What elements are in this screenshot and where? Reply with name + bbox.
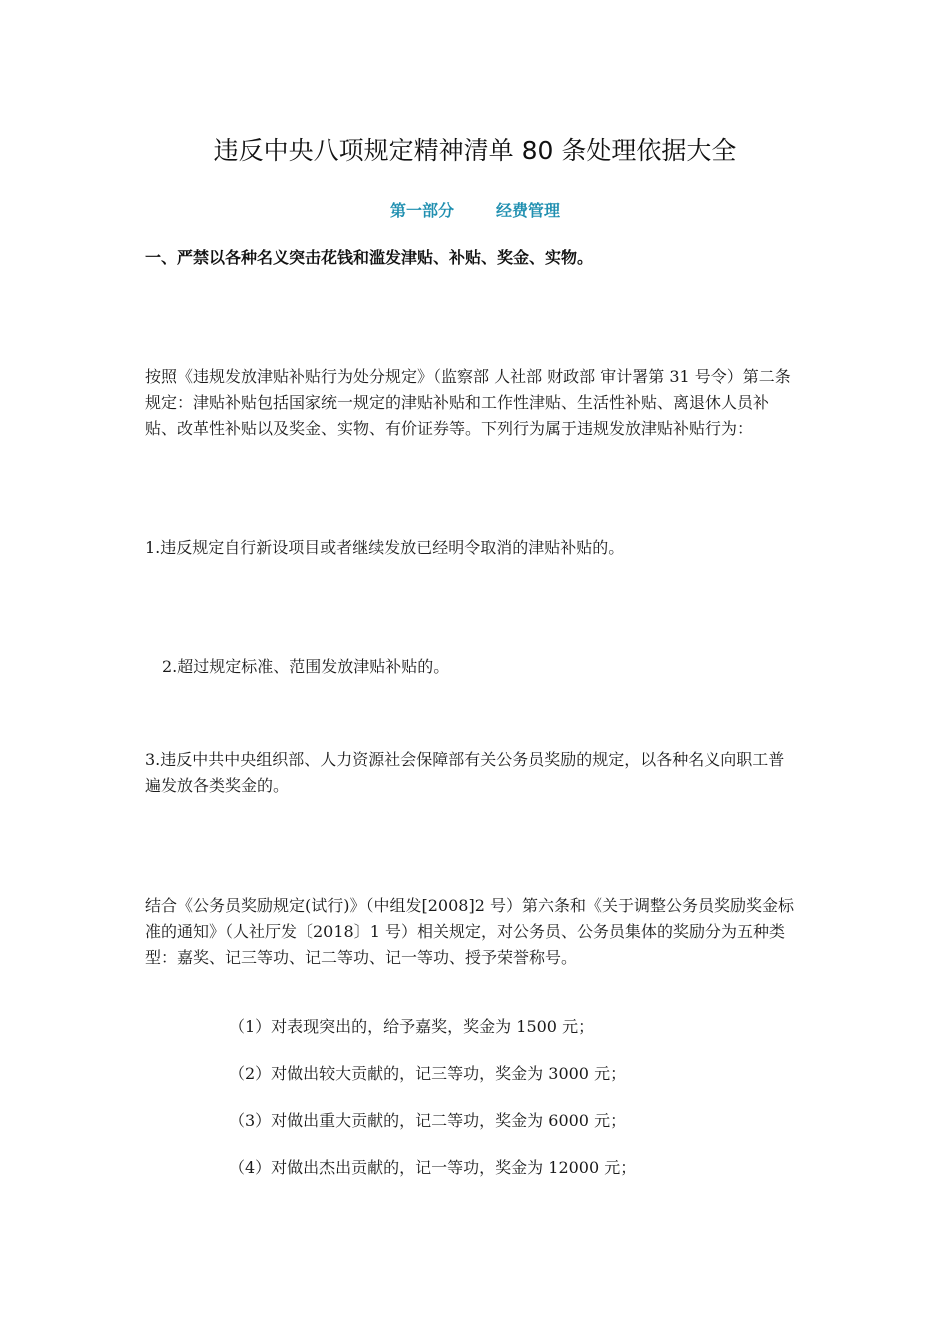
award-item: （1）对表现突出的，给予嘉奖，奖金为 1500 元；: [229, 1017, 595, 1036]
section-heading: [0, 198, 950, 224]
section-name: 经费管理: [496, 201, 561, 220]
subheading-one: 一、严禁以各种名义突击花钱和滥发津贴、补贴、奖金、实物。: [145, 248, 594, 267]
paragraph-award-types: 结合《公务员奖励规定(试行)》（中组发[2008]2 号）第六条和《关于调整公务员奖励奖金标准的通知》（人社厅发〔2018〕1 号）相关规定，对公务员、公务员集体的奖励分为五种类型：嘉奖、记三等功、记二等功、记一等功、授予荣誉称号。: [145, 896, 794, 967]
award-item: （4）对做出杰出贡献的，记一等功，奖金为 12000 元；: [229, 1158, 637, 1177]
paragraph-item-3: 3.违反中共中央组织部、人力资源社会保障部有关公务员奖励的规定，以各种名义向职工普遍发放各类奖金的。: [145, 750, 785, 795]
award-item: （3）对做出重大贡献的，记二等功，奖金为 6000 元；: [229, 1111, 627, 1130]
paragraph-regulation: 按照《违规发放津贴补贴行为处分规定》（监察部 人社部 财政部 审计署第 31 号令）第二条规定：津贴补贴包括国家统一规定的津贴补贴和工作性津贴、生活性补贴、离退休人员补贴、改革性补贴以及奖金、实物、有价证券等。下列行为属于违规发放津贴补贴行为：: [145, 367, 791, 438]
document-title: 违反中央八项规定精神清单 80 条处理依据大全: [213, 136, 737, 165]
award-item: （2）对做出较大贡献的，记三等功，奖金为 3000 元；: [229, 1064, 627, 1083]
section-part: 第一部分: [389, 201, 454, 220]
paragraph-item-1: 1.违反规定自行新设项目或者继续发放已经明令取消的津贴补贴的。: [145, 538, 625, 557]
paragraph-item-2: 2.超过规定标准、范围发放津贴补贴的。: [162, 657, 450, 676]
